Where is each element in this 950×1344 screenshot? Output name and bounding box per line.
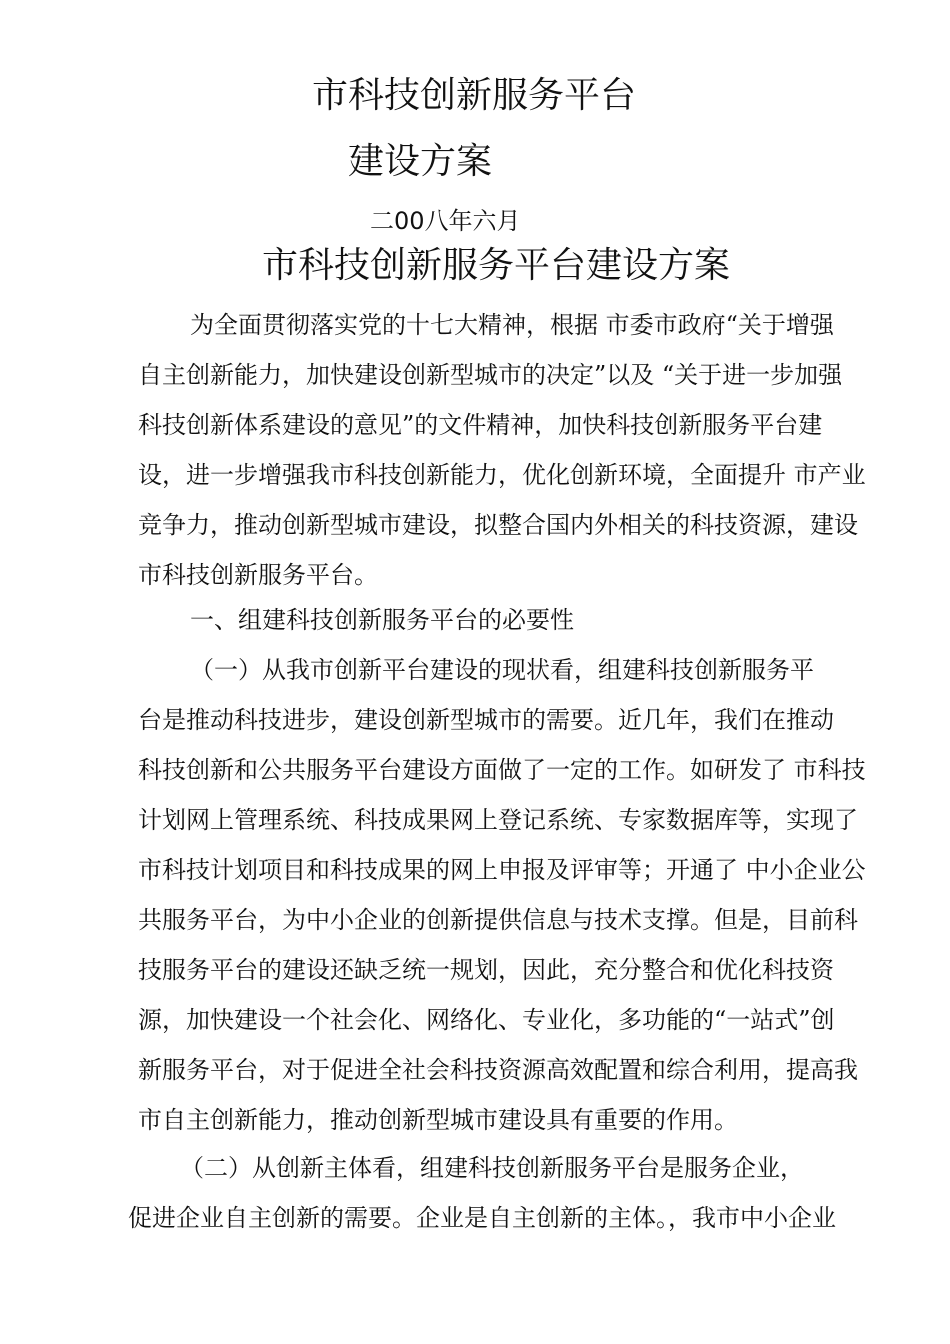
paragraph-line: （二）从创新主体看，组建科技创新服务平台是服务企业， xyxy=(180,1154,804,1182)
subsection-2-paragraph xyxy=(128,1143,836,1243)
paragraph-line: 市科技创新服务平台。 xyxy=(138,561,378,589)
section-heading xyxy=(138,595,828,645)
document-title: 市科技创新服务平台建设方案 xyxy=(262,245,731,286)
paragraph-line: 竞争力，推动创新型城市建设，拟整合国内外相关的科技资源，建设 xyxy=(138,511,858,539)
paragraph-line: 科技创新和公共服务平台建设方面做了一定的工作。如研发了 市科技 xyxy=(138,756,866,784)
cover-date: 二00八年六月 xyxy=(370,207,521,235)
paragraph-line: 共服务平台，为中小企业的创新提供信息与技术支撑。但是，目前科 xyxy=(138,906,858,934)
paragraph-line: （一）从我市创新平台建设的现状看，组建科技创新服务平 xyxy=(190,656,814,684)
paragraph-line: 为全面贯彻落实党的十七大精神，根据 市委市政府“关于增强 xyxy=(190,311,834,339)
paragraph-line: 科技创新体系建设的意见”的文件精神，加快科技创新服务平台建 xyxy=(138,411,823,439)
paragraph-line: 技服务平台的建设还缺乏统一规划，因此，充分整合和优化科技资 xyxy=(138,956,834,984)
paragraph-line: 市自主创新能力，推动创新型城市建设具有重要的作用。 xyxy=(138,1106,738,1134)
section-heading-text: 一、组建科技创新服务平台的必要性 xyxy=(190,606,574,634)
paragraph-line: 自主创新能力，加快建设创新型城市的决定”以及 “关于进一步加强 xyxy=(138,361,843,389)
paragraph-line: 新服务平台，对于促进全社会科技资源高效配置和综合利用，提高我 xyxy=(138,1056,858,1084)
cover-title-line-1: 市科技创新服务平台 xyxy=(312,75,637,116)
paragraph-line: 设，进一步增强我市科技创新能力，优化创新环境，全面提升 市产业 xyxy=(138,461,866,489)
paragraph-line: 源，加快建设一个社会化、网络化、专业化，多功能的“一站式”创 xyxy=(138,1006,835,1034)
paragraph-line: 台是推动科技进步，建设创新型城市的需要。近几年，我们在推动 xyxy=(138,706,834,734)
subsection-1-paragraph xyxy=(138,645,866,1145)
paragraph-line: 计划网上管理系统、科技成果网上登记系统、专家数据库等，实现了 xyxy=(138,806,858,834)
cover-title-line-2: 建设方案 xyxy=(348,141,493,182)
intro-paragraph xyxy=(138,300,866,600)
paragraph-line: 市科技计划项目和科技成果的网上申报及评审等；开通了 中小企业公 xyxy=(138,856,866,884)
paragraph-line: 促进企业自主创新的需要。企业是自主创新的主体。，我市中小企业 xyxy=(128,1204,836,1232)
